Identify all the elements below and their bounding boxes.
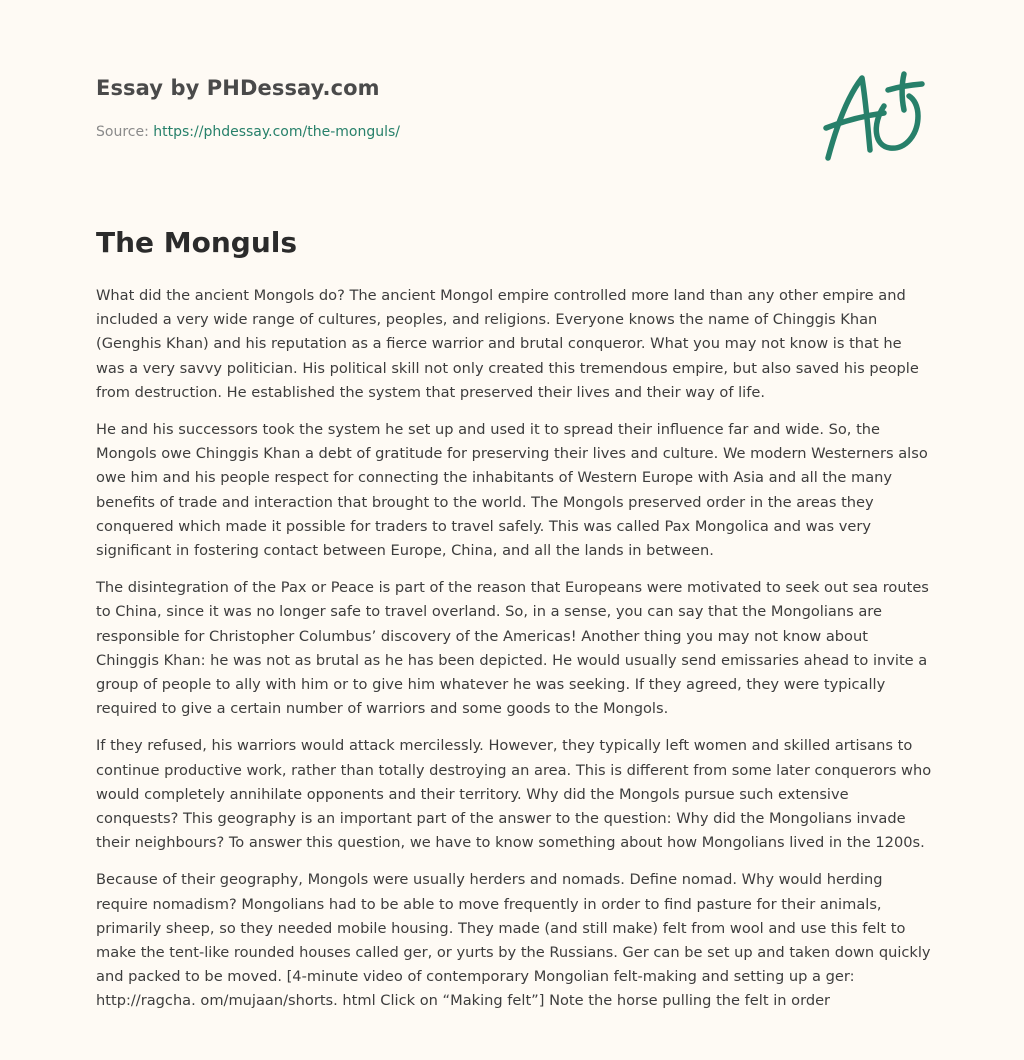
paragraph: If they refused, his warriors would attack mercilessly. However, they typically left women and skilled artisans to continue productive work, rather than totally destroying an area. This is different from some later conquerors who would completely annihilate opponents and their territory. Why did the Mongols pursue such extensive conquests? This geography is an important part of the answer to the question: Why did the Mongolians invade their neighbours? To answer this question, we have to know something about how Mongolians lived in the 1200s. (96, 737, 932, 852)
a-plus-logo (818, 66, 930, 166)
paragraph: He and his successors took the system he set up and used it to spread their influence far and wide. So, the Mongols owe Chinggis Khan a debt of gratitude for preserving their lives and culture. We modern Westerners also owe him and his people respect for connecting the inhabitants of Western Europe with Asia and all the many benefits of trade and interaction that brought to the world. The Mongols preserved order in the areas they conquered which made it possible for traders to travel safely. This was called Pax Mongolica and was very significant in fostering contact between Europe, China, and all the lands in between. (96, 421, 928, 560)
source-line (96, 124, 400, 140)
paragraph: The disintegration of the Pax or Peace is part of the reason that Europeans were motivated to seek out sea routes to China, since it was no longer safe to travel overland. So, in a sense, you can say that the Mongolians are responsible for Christopher Columbus’ discovery of the Americas! Another thing you may not know about Chinggis Khan: he was not as brutal as he has been depicted. He would usually send emissaries ahead to invite a group of people to ally with him or to give him whatever he was seeking. If they agreed, they were typically required to give a certain number of warriors and some goods to the Mongols. (96, 579, 929, 718)
site-brand: Essay by PHDessay.com (96, 76, 380, 100)
source-link[interactable]: https://phdessay.com/the-monguls/ (153, 124, 400, 140)
paragraph: Because of their geography, Mongols were usually herders and nomads. Define nomad. Why would herding require nomadism? Mongolians had to be able to move frequently in order to find pasture for their animals, primarily sheep, so they needed mobile housing. They made (and still make) felt from wool and use this felt to make the tent-like rounded houses called ger, or yurts by the Russians. Ger can be set up and taken down quickly and packed to be moved. [4-minute video of contemporary Mongolian felt-making and setting up a ger: http://ragcha. om/mujaan/shorts. html Click on “Making felt”] Note the horse pulling the felt in order (96, 871, 931, 1010)
article-body (96, 284, 932, 1027)
article-title: The Monguls (96, 226, 298, 259)
paragraph: What did the ancient Mongols do? The ancient Mongol empire controlled more land than any other empire and included a very wide range of cultures, peoples, and religions. Everyone knows the name of Chinggis Khan (Genghis Khan) and his reputation as a fierce warrior and brutal conqueror. What you may not know is that he was a very savvy politician. His political skill not only created this tremendous empire, but also saved his people from destruction. He established the system that preserved their lives and their way of life. (96, 287, 919, 401)
source-label: Source: (96, 124, 154, 140)
